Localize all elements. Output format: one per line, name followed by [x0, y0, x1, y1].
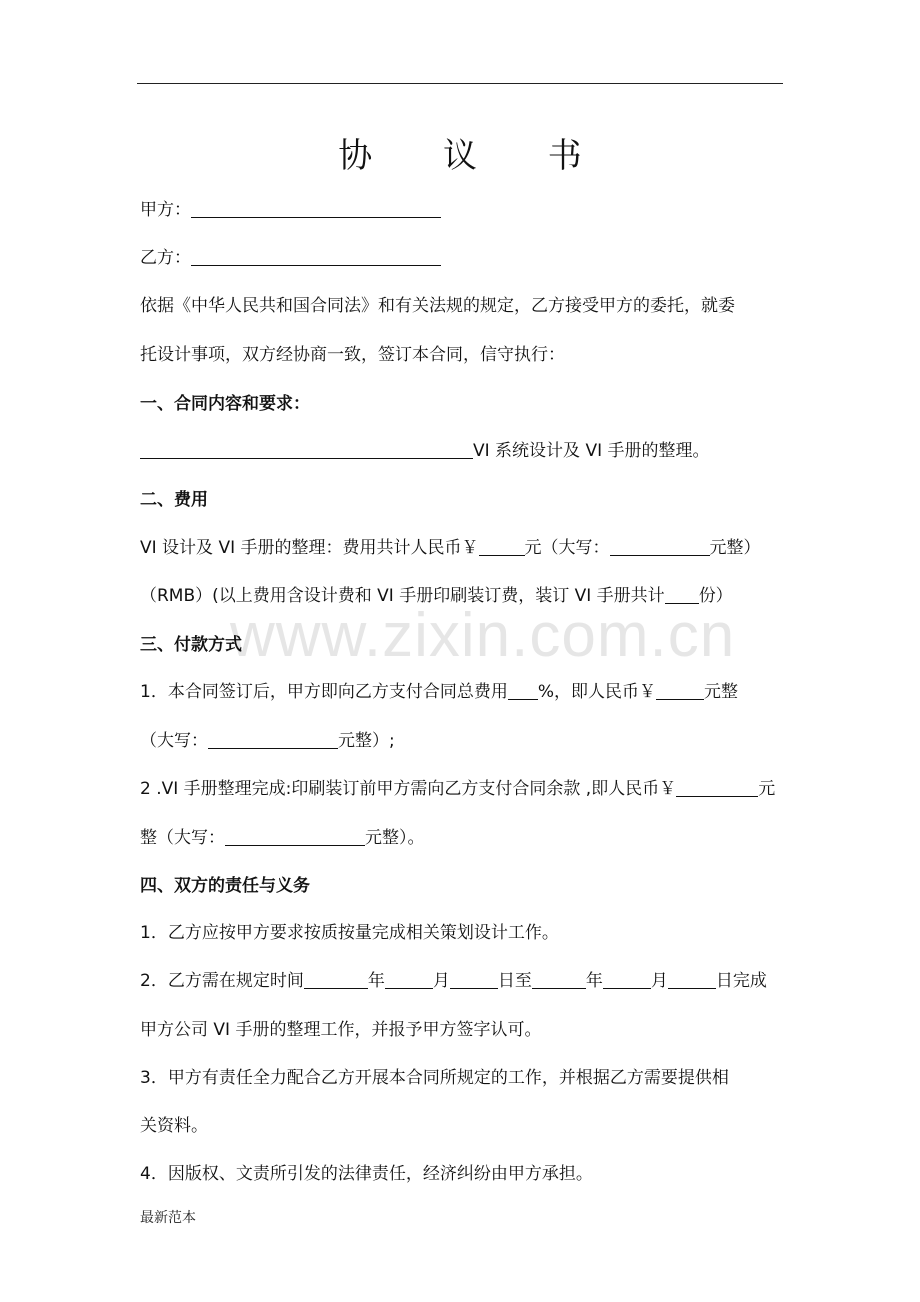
party-b-blank — [191, 247, 441, 266]
fee-amount-blank — [479, 537, 525, 556]
duty-2-line-2: 甲方公司 VI 手册的整理工作，并报予甲方签字认可。 — [140, 1020, 542, 1040]
duty-1: 1．乙方应按甲方要求按质按量完成相关策划设计工作。 — [140, 923, 559, 943]
payment-1-text-b: %，即人民币￥ — [537, 682, 656, 702]
payment-2-text-c: 整（大写： — [140, 828, 225, 848]
section-2-line-1 — [140, 536, 761, 560]
payment-1-text-c: 元整 — [703, 682, 738, 702]
payment-2-text-b: 元 — [758, 779, 776, 799]
watermark: www.zixin.com.cn — [230, 601, 736, 670]
payment-1-text-d: （大写： — [140, 731, 208, 751]
start-day-blank — [450, 970, 498, 989]
party-a-line — [140, 198, 441, 222]
fee-note-a: （RMB）(以上费用含设计费和 VI 手册印刷装订费，装订 VI 手册共计 — [140, 586, 665, 606]
payment-1-text-e: 元整）; — [338, 731, 395, 751]
start-day-label: 日至 — [497, 971, 532, 991]
payment-1-line-2 — [140, 729, 395, 753]
payment-2-line-1 — [140, 777, 775, 801]
section-1-label: VI 系统设计及 VI 手册的整理。 — [473, 441, 710, 461]
party-b-line — [140, 246, 441, 270]
end-month-label: 月 — [650, 971, 668, 991]
fee-text-c: 元整） — [709, 538, 761, 558]
content-blank — [140, 440, 473, 459]
fee-text-a: VI 设计及 VI 手册的整理：费用共计人民币￥ — [140, 538, 479, 558]
start-month-label: 月 — [432, 971, 450, 991]
end-day-blank — [668, 970, 716, 989]
end-year-label: 年 — [585, 971, 603, 991]
fee-text-b: 元（大写： — [524, 538, 610, 558]
intro-line-2: 托设计事项，双方经协商一致，签订本合同，信守执行： — [140, 345, 565, 365]
section-2-line-2 — [140, 584, 733, 608]
payment-1-text-a: 1．本合同签订后，甲方即向乙方支付合同总费用 — [140, 682, 508, 702]
payment-2-amount-blank — [676, 778, 758, 797]
payment-2-text-d: 元整）。 — [365, 828, 425, 848]
end-year-blank — [532, 970, 586, 989]
percent-blank — [508, 681, 538, 700]
section-4-heading: 四、双方的责任与义务 — [140, 876, 310, 896]
section-3-heading: 三、付款方式 — [140, 635, 242, 655]
duty-2-line-1 — [140, 969, 767, 993]
start-year-label: 年 — [367, 971, 385, 991]
payment-1-capital-blank — [208, 730, 338, 749]
footer-label: 最新范本 — [140, 1210, 196, 1226]
start-month-blank — [385, 970, 433, 989]
manual-count-blank — [665, 585, 699, 604]
intro-line-1: 依据《中华人民共和国合同法》和有关法规的规定，乙方接受甲方的委托，就委 — [140, 296, 735, 316]
payment-1-amount-blank — [656, 681, 704, 700]
section-2-heading: 二、费用 — [140, 490, 208, 510]
duty-4: 4．因版权、文责所引发的法律责任，经济纠纷由甲方承担。 — [140, 1164, 593, 1184]
document-title: 协 议 书 — [338, 136, 612, 176]
header-rule — [137, 83, 783, 84]
section-1-heading: 一、合同内容和要求： — [140, 394, 310, 414]
duty-3-line-2: 关资料。 — [140, 1116, 208, 1136]
payment-1-line-1 — [140, 680, 738, 704]
payment-2-line-2 — [140, 826, 425, 850]
payment-2-text-a: 2 .VI 手册整理完成:印刷装订前甲方需向乙方支付合同余款 ,即人民币￥ — [140, 779, 677, 799]
fee-note-b: 份） — [698, 586, 733, 606]
section-1-text — [140, 439, 710, 463]
fee-capital-blank — [610, 537, 710, 556]
end-month-blank — [603, 970, 651, 989]
end-day-label: 日完成 — [715, 971, 767, 991]
start-year-blank — [304, 970, 368, 989]
party-a-blank — [191, 199, 441, 218]
duty-2-text-a: 2．乙方需在规定时间 — [140, 971, 304, 991]
party-b-label: 乙方： — [140, 248, 191, 268]
party-a-label: 甲方： — [140, 200, 191, 220]
duty-3-line-1: 3．甲方有责任全力配合乙方开展本合同所规定的工作，并根据乙方需要提供相 — [140, 1068, 729, 1088]
payment-2-capital-blank — [225, 827, 365, 846]
